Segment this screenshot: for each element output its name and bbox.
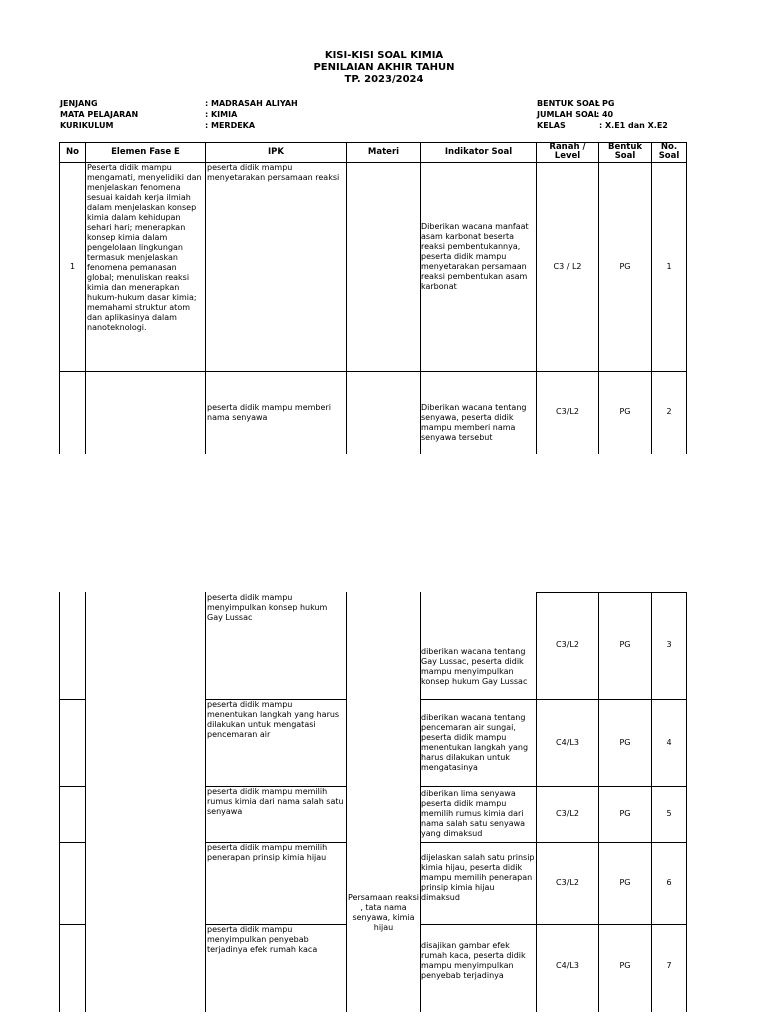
row7-bentuk: PG — [619, 961, 631, 970]
mapel-label: MATA PELAJARAN — [60, 110, 139, 119]
row5-indikator: diberikan lima senyawa peserta didik mampu memilih rumus kimia dari nama salah satu senyawa yang dimaksud — [421, 789, 526, 838]
kelas-label: KELAS — [537, 121, 566, 130]
doc-title-line2: PENILAIAN AKHIR TAHUN — [313, 62, 455, 73]
jumlah-soal-label: JUMLAH SOAL — [537, 110, 599, 119]
row1-no: 1 — [69, 262, 76, 271]
jumlah-soal-value: : 40 — [596, 110, 614, 119]
header-bentuk-line1: Bentuk — [607, 142, 643, 152]
kurikulum-value: : MERDEKA — [205, 121, 256, 130]
row5-ipk: peserta didik mampu memilih rumus kimia dari nama salah satu senyawa — [207, 787, 344, 816]
row6-ranah: C3/L2 — [556, 878, 579, 887]
row3-ipk: peserta didik mampu menyimpulkan konsep hukum Gay Lussac — [207, 593, 328, 622]
row2-bentuk: PG — [619, 407, 631, 416]
row3-ranah: C3/L2 — [556, 640, 579, 649]
row1-bentuk: PG — [619, 262, 631, 271]
elemen-text: Peserta didik mampu mengamati, menyelidiki dan menjelaskan fenomena sesuai kaidah kerja ilmiah dalam menjelaskan konsep kimia dalam kehidupan sehari hari; menerapkan konsep kimia dalam pengelolaan lingkungan termasuk menjelaskan fenomena pemanasan global; menuliskan reaksi kimia dan menerapkan hukum-hukum dasar kimia; memahami struktur atom dan aplikasinya dalam nanoteknologi. — [87, 163, 202, 332]
header-ipk: IPK — [268, 147, 284, 157]
doc-title-line1: KISI-KISI SOAL KIMIA — [324, 50, 444, 61]
row5-bentuk: PG — [619, 809, 631, 818]
doc-title-line3: TP. 2023/2024 — [344, 74, 424, 85]
header-nosoal-line2: Soal — [658, 151, 680, 161]
row4-bentuk: PG — [619, 738, 631, 747]
row5-nosoal: 5 — [666, 809, 672, 818]
row1-ipk: peserta didik mampu menyetarakan persamaan reaksi — [207, 163, 340, 182]
header-ranah-line1: Ranah / — [549, 142, 586, 152]
row3-nosoal: 3 — [666, 640, 672, 649]
mapel-value: : KIMIA — [205, 110, 238, 119]
header-materi: Materi — [367, 147, 400, 157]
row6-nosoal: 6 — [666, 878, 672, 887]
row4-ranah: C4/L3 — [556, 738, 579, 747]
header-no: No — [66, 147, 79, 157]
row6-indikator: dijelaskan salah satu prinsip kimia hijau, peserta didik mampu memilih penerapan prinsip kimia hijau dimaksud — [421, 853, 535, 902]
header-ranah-line2: Level — [554, 151, 581, 161]
row7-ipk: peserta didik mampu menyimpulkan penyebab terjadinya efek rumah kaca — [207, 925, 318, 954]
row2-ranah: C3/L2 — [556, 407, 579, 416]
jenjang-value: : MADRASAH ALIYAH — [205, 99, 298, 108]
materi-text: Persamaan reaksi , tata nama senyawa, kimia hijau — [348, 893, 419, 932]
row6-bentuk: PG — [619, 878, 631, 887]
row1-indikator: Diberikan wacana manfaat asam karbonat beserta reaksi pembentukannya, peserta didik mampu menyetarakan persamaan reaksi pembentukan asam karbonat — [421, 222, 529, 291]
jenjang-label: JENJANG — [60, 99, 98, 108]
header-indikator: Indikator Soal — [444, 147, 513, 157]
row3-bentuk: PG — [619, 640, 631, 649]
kurikulum-label: KURIKULUM — [60, 121, 114, 130]
row2-nosoal: 2 — [666, 407, 672, 416]
bentuk-soal-value: : PG — [596, 99, 615, 108]
row4-nosoal: 4 — [666, 738, 672, 747]
row7-indikator: disajikan gambar efek rumah kaca, peserta didik mampu menyimpulkan penyebab terjadinya — [421, 941, 526, 980]
bentuk-soal-label: BENTUK SOAL — [537, 99, 600, 108]
row2-indikator: Diberikan wacana tentang senyawa, peserta didik mampu memberi nama senyawa tersebut — [421, 403, 527, 442]
header-elemen: Elemen Fase E — [111, 147, 180, 157]
row6-ipk: peserta didik mampu memilih penerapan prinsip kimia hijau — [207, 843, 328, 862]
row7-nosoal: 7 — [666, 961, 672, 970]
kelas-value: : X.E1 dan X.E2 — [599, 121, 668, 130]
row1-nosoal: 1 — [666, 262, 672, 271]
row4-ipk: peserta didik mampu menentukan langkah yang harus dilakukan untuk mengatasi pencemaran air — [207, 700, 340, 739]
header-nosoal-line1: No. — [660, 142, 678, 152]
row3-indikator: diberikan wacana tentang Gay Lussac, peserta didik mampu menyimpulkan konsep hukum Gay Lussac — [421, 647, 528, 686]
row4-indikator: diberikan wacana tentang pencemaran air sungai, peserta didik mampu menentukan langkah yang harus dilakukan untuk mengatasinya — [421, 713, 529, 772]
row5-ranah: C3/L2 — [556, 809, 579, 818]
row7-ranah: C4/L3 — [556, 961, 579, 970]
row2-ipk: peserta didik mampu memberi nama senyawa — [207, 403, 331, 422]
header-bentuk-line2: Soal — [614, 151, 636, 161]
row1-ranah: C3 / L2 — [553, 262, 582, 271]
